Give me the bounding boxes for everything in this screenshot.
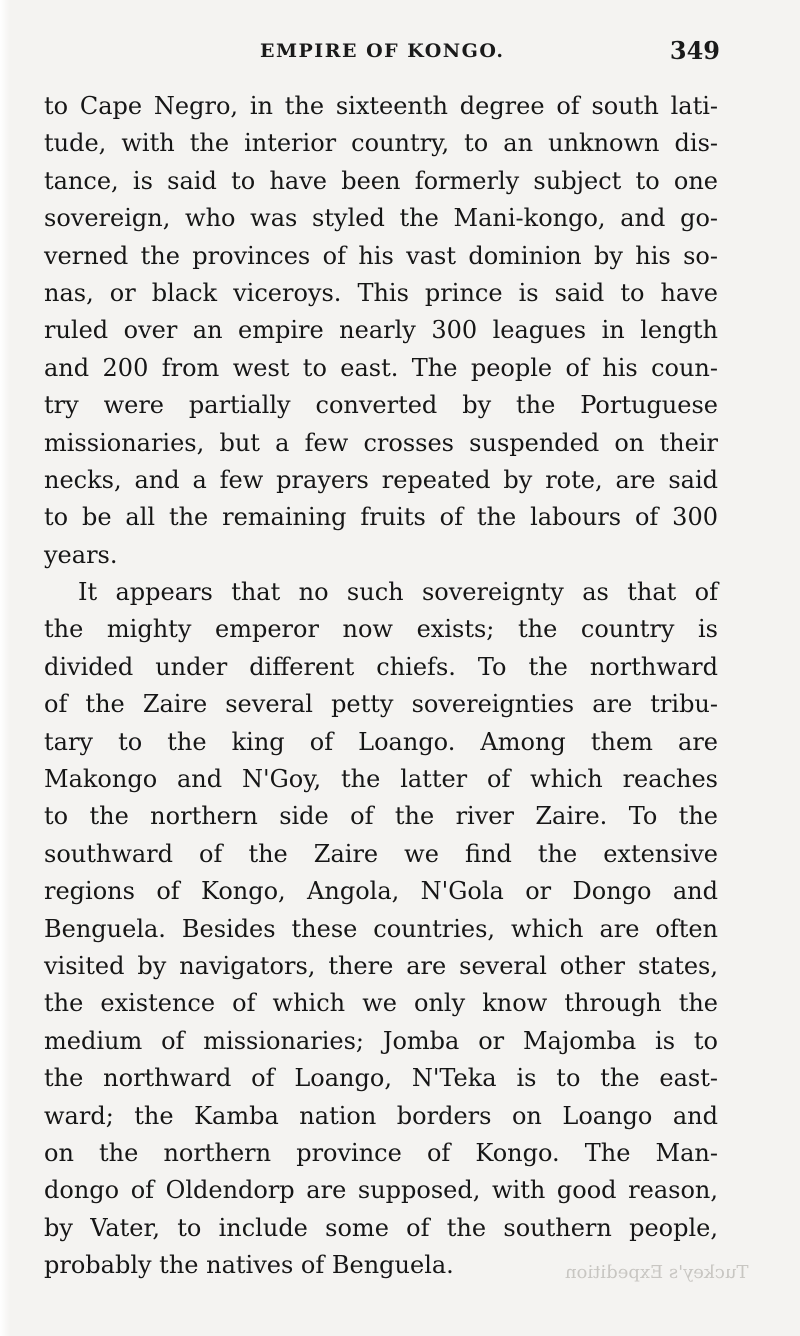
text-line: try were partially converted by the Portuguese [44, 391, 718, 420]
text-line: the northward of Loango, N'Teka is to the east- [44, 1064, 718, 1093]
text-line: Benguela. Besides these countries, which are often [44, 914, 718, 943]
text-line: and 200 from west to east. The people of his coun- [44, 353, 718, 382]
text-line: tary to the king of Loango. Among them are [44, 727, 718, 756]
text-line: years. [44, 540, 118, 569]
text-line: ward; the Kamba nation borders on Loango and [44, 1101, 718, 1130]
text-line: medium of missionaries; Jomba or Majomba is to [44, 1026, 718, 1055]
text-line: missionaries, but a few crosses suspended on their [44, 428, 718, 457]
page-header [40, 36, 720, 68]
text-line: regions of Kongo, Angola, N'Gola or Dongo and [44, 877, 718, 906]
text-line: to Cape Negro, in the sixteenth degree of south lati- [44, 92, 718, 120]
bleed-through-text: Tuckey's Expedition [564, 1262, 748, 1283]
text-line: on the northern province of Kongo. The Man- [44, 1138, 718, 1167]
paragraph-1 [44, 88, 718, 574]
text-line: of the Zaire several petty sovereignties are tribu- [44, 690, 718, 719]
text-line: nas, or black viceroys. This prince is said to have [44, 278, 718, 307]
text-line: necks, and a few prayers repeated by rote, are said [44, 465, 718, 494]
page-edge-shadow [0, 0, 10, 1336]
text-line: verned the provinces of his vast dominion by his so- [44, 241, 718, 270]
text-line: to the northern side of the river Zaire. To the [44, 802, 718, 831]
text-line: by Vater, to include some of the southern people, [44, 1213, 718, 1242]
text-line: probably the natives of Benguela. [44, 1251, 454, 1280]
text-line: visited by navigators, there are several other states, [44, 951, 718, 980]
text-line: tance, is said to have been formerly subject to one [44, 166, 718, 195]
text-line: to be all the remaining fruits of the labours of 300 [44, 503, 718, 532]
page-number: 349 [669, 36, 720, 65]
text-line: southward of the Zaire we find the extensive [44, 839, 718, 868]
text-line: It appears that no such sovereignty as that of [78, 578, 718, 607]
text-line: the existence of which we only know through the [44, 989, 718, 1018]
text-line: Makongo and N'Goy, the latter of which reaches [44, 765, 718, 794]
paragraph-2 [44, 574, 718, 1284]
text-line: tude, with the interior country, to an unknown dis- [44, 129, 718, 158]
text-line: the mighty emperor now exists; the country is [44, 615, 718, 644]
running-title: EMPIRE OF KONGO. [260, 40, 505, 62]
body-text [44, 88, 718, 1285]
text-line: divided under different chiefs. To the northward [44, 652, 718, 681]
text-line: ruled over an empire nearly 300 leagues in length [44, 316, 718, 345]
text-line: dongo of Oldendorp are supposed, with good reason, [44, 1176, 718, 1205]
text-line: sovereign, who was styled the Mani-kongo, and go- [44, 204, 718, 233]
